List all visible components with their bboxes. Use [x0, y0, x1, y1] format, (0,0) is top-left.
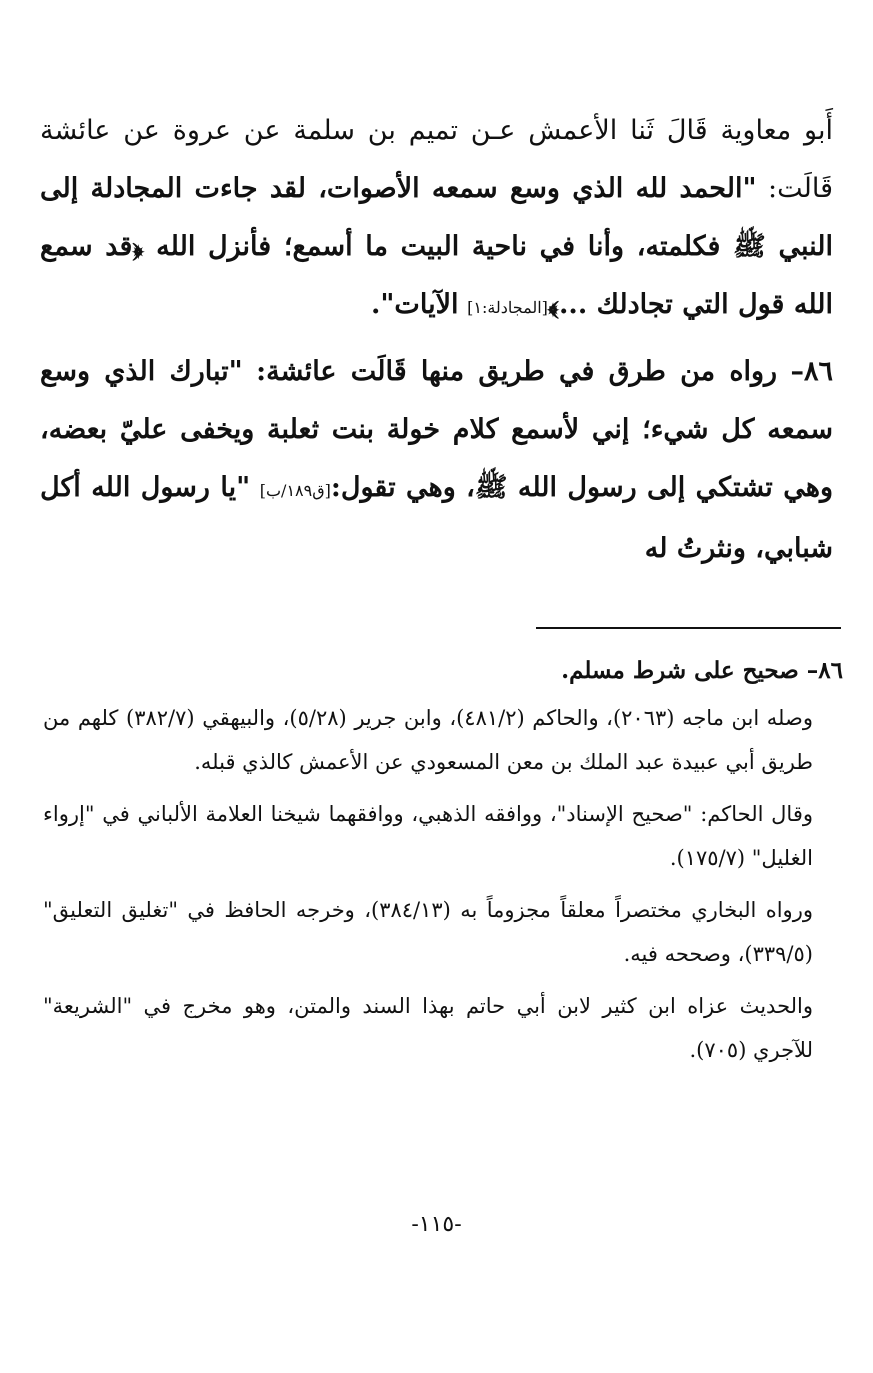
- footnote-paragraph: وصله ابن ماجه (٢٠٦٣)، والحاكم (٤٨١/٢)، وابن جرير (٥/٢٨)، والبيهقي (٣٨٢/٧) كلهم من طريق أبي عبيدة عبد الملك بن معن المسعودي عن الأعمش كالذي قبله.: [43, 706, 813, 774]
- footnote-title: ٨٦– صحيح على شرط مسلم.: [561, 657, 843, 684]
- hadith-86-text: "تبارك الذي وسع سمعه كل شيء؛ إني لأسمع كلام خولة بنت ثعلبة ويخفى عليّ بعضه، وهي تشتكي إلى رسول الله ﷺ، وهي تقول:: [40, 356, 833, 503]
- hadith-86-end: "يا رسول الله أكل شبابي، ونثرتُ له: [40, 472, 833, 564]
- hadith-number: ٨٦–: [790, 356, 833, 387]
- page-number: -١١٥-: [411, 1212, 462, 1237]
- footnote-paragraph: والحديث عزاه ابن كثير لابن أبي حاتم بهذا السند والمتن، وهو مخرج في "الشريعة" للآجري (٧٠٥).: [43, 994, 813, 1062]
- footnote-divider: [536, 627, 841, 629]
- main-text: [40, 102, 833, 584]
- hadith-85-paragraph: [40, 102, 833, 337]
- manuscript-reference: [ق١٨٩/ب]: [259, 481, 331, 500]
- quran-reference: [المجادلة:١]: [467, 298, 548, 317]
- hadith-85-end: الآيات".: [370, 289, 459, 320]
- hadith-86-chain: رواه من طرق في طريق منها قَالَت عائشة:: [256, 356, 778, 387]
- hadith-85-text: "الحمد لله الذي وسع سمعه الأصوات، لقد جاءت المجادلة إلى النبي ﷺ فكلمته، وأنا في ناحية البيت ما أسمع؛ فأنزل الله ﴿قد سمع الله قول التي تجادلك ...﴾: [40, 173, 833, 320]
- hadith-85-chain: أَبو معاوية قَالَ ثَنا الأعمش عـن تميم بن سلمة عن عروة عن عائشة قَالَت:: [40, 115, 833, 204]
- footnote-paragraph: ورواه البخاري مختصراً معلقاً مجزوماً به (٣٨٤/١٣)، وخرجه الحافظ في "تغليق التعليق" (٣٣٩/٥)، وصححه فيه.: [43, 898, 813, 966]
- footnote-paragraph: وقال الحاكم: "صحيح الإسناد"، ووافقه الذهبي، ووافقهما شيخنا العلامة الألباني في "إرواء الغليل" (١٧٥/٧).: [43, 802, 813, 870]
- hadith-86-paragraph: [40, 343, 833, 578]
- footnotes: [43, 650, 843, 1080]
